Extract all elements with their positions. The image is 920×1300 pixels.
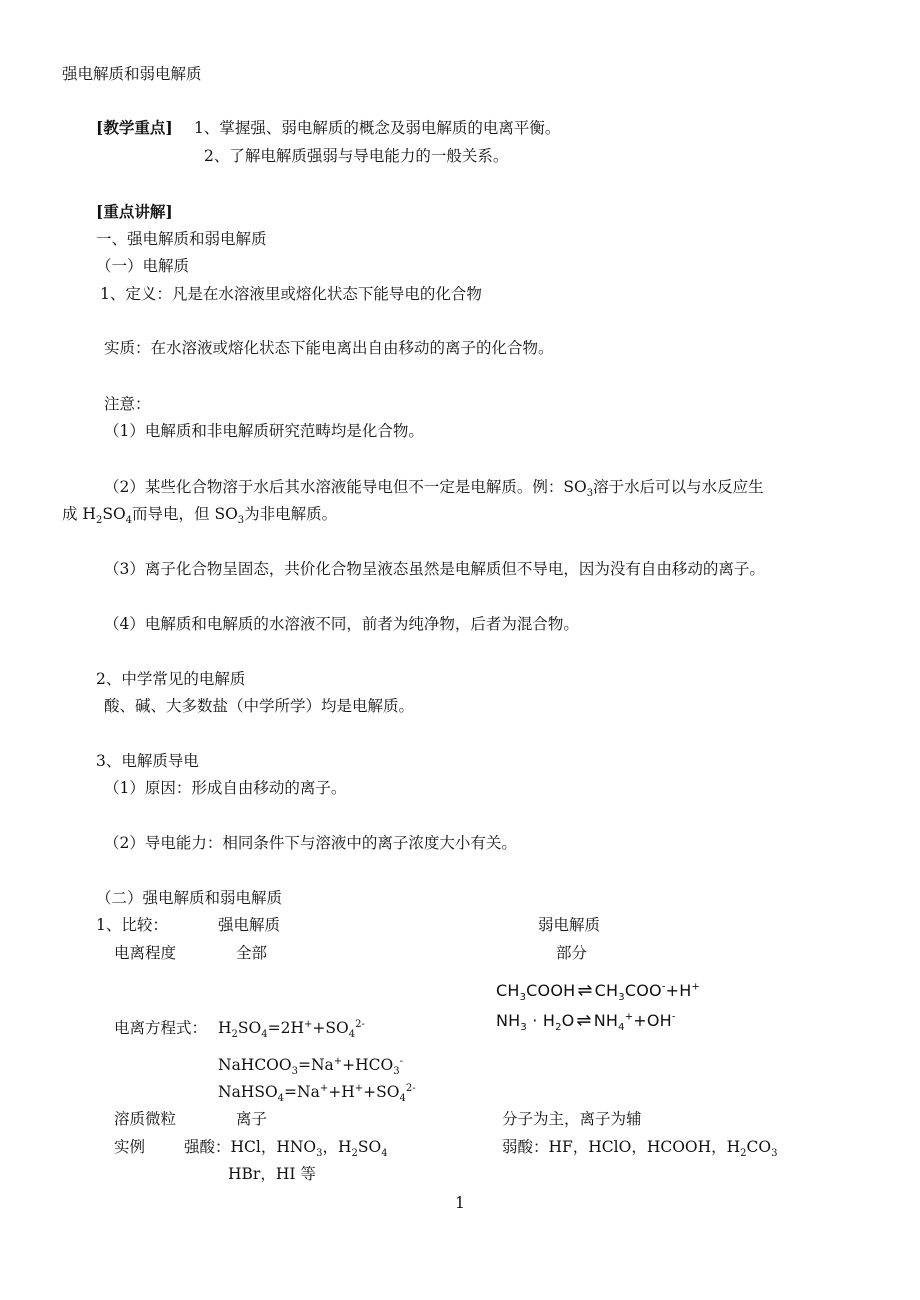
essence-line: 实质：在水溶液或熔化状态下能电离出自由移动的离子的化合物。 [104, 339, 554, 357]
subsection-1-title: （一）电解质 [96, 257, 190, 275]
subscript: 3 [771, 1148, 778, 1160]
note-label: 注意： [104, 395, 151, 413]
strong-acid-text: ，H [322, 1138, 352, 1156]
subscript: 2 [351, 1148, 358, 1160]
page-title: 强电解质和弱电解质 [62, 65, 202, 83]
subscript: 4 [381, 1148, 388, 1160]
note-2-line-1 [104, 477, 764, 500]
note-4: （4）电解质和电解质的水溶液不同，前者为纯净物，后者为混合物。 [104, 615, 579, 633]
note-3: （3）离子化合物呈固态，共价化合物呈液态虽然是电解质但不导电，因为没有自由移动的离子。 [104, 560, 765, 578]
strong-acid-examples [184, 1137, 388, 1160]
note-2-text: 而导电，但 SO [132, 505, 238, 523]
note-2-text: 成 H [62, 505, 96, 523]
subscript: 3 [586, 488, 594, 500]
note-2-text: （2）某些化合物溶于水后其水溶液能导电但不一定是电解质。例：SO [104, 478, 587, 496]
degree-label: 电离程度 [114, 944, 177, 962]
weak-acid-examples [502, 1137, 778, 1160]
conduction-title: 3、电解质导电 [96, 752, 199, 770]
compare-label: 1、比较： [96, 916, 168, 934]
conduction-reason: （1）原因：形成自由移动的离子。 [104, 779, 347, 797]
strong-acid-examples-2: HBr，HI 等 [228, 1165, 316, 1183]
key-point-2: 2、了解电解质强弱与导电能力的一般关系。 [204, 147, 509, 165]
particle-strong: 离子 [236, 1110, 268, 1128]
subscript: 3 [316, 1148, 323, 1160]
strong-equation-nahco3: $NaHCOO_3=Na^++HCO_3^-$ [218, 1055, 404, 1078]
subscript: 2 [740, 1148, 747, 1160]
subscript: 3 [237, 515, 245, 527]
common-electrolytes-title: 2、中学常见的电解质 [96, 670, 246, 688]
note-2-text: 溶于水后可以与水反应生 [593, 478, 764, 496]
example-label: 实例 [114, 1138, 146, 1156]
note-2-text: 为非电解质。 [244, 505, 338, 523]
page-number: 1 [455, 1194, 465, 1212]
strong-equation-nahso4: $NaHSO_4=Na^++H^++SO_4^{2-}$ [218, 1082, 416, 1105]
section-1-title: 一、强电解质和弱电解质 [96, 230, 267, 248]
key-point-1: 1、掌握强、弱电解质的概念及弱电解质的电离平衡。 [194, 119, 561, 137]
note-2-line-2 [62, 504, 338, 527]
strong-acid-text: 强酸：HCl，HNO [184, 1138, 317, 1156]
weak-equation-acetic: $CH_3COOH$ ⇌ $CH_3COO^-+H^+$ [496, 980, 701, 1004]
equation-label: 电离方程式： [114, 1019, 208, 1037]
particle-label: 溶质微粒 [114, 1110, 177, 1128]
strong-equation-h2so4: $H_2SO_4=2H^++SO_4^{2-}$ [218, 1018, 365, 1041]
degree-strong: 全部 [236, 944, 268, 962]
weak-equation-ammonia: $NH_3 \cdot H_2O$ ⇌ $NH_4^++OH^-$ [496, 1010, 676, 1034]
definition-line: 1、定义：凡是在水溶液里或熔化状态下能导电的化合物 [100, 285, 482, 303]
note-2-text: SO [102, 505, 126, 523]
conduction-ability: （2）导电能力：相同条件下与溶液中的离子浓度大小有关。 [104, 834, 517, 852]
subscript: 4 [125, 515, 133, 527]
subsection-2-title: （二）强电解质和弱电解质 [96, 889, 283, 907]
subscript: 2 [95, 515, 103, 527]
common-electrolytes-text: 酸、碱、大多数盐（中学所学）均是电解质。 [104, 697, 415, 715]
strong-header: 强电解质 [218, 916, 281, 934]
weak-acid-text: 弱酸：HF，HClO，HCOOH，H [502, 1138, 741, 1156]
weak-header: 弱电解质 [538, 916, 601, 934]
strong-acid-text: SO [357, 1138, 382, 1156]
weak-acid-text: CO [746, 1138, 772, 1156]
key-points-label: [教学重点] [96, 118, 173, 137]
particle-weak: 分子为主，离子为辅 [502, 1110, 642, 1128]
degree-weak: 部分 [556, 944, 588, 962]
lecture-label: [重点讲解] [96, 202, 173, 221]
note-1: （1）电解质和非电解质研究范畴均是化合物。 [104, 422, 424, 440]
